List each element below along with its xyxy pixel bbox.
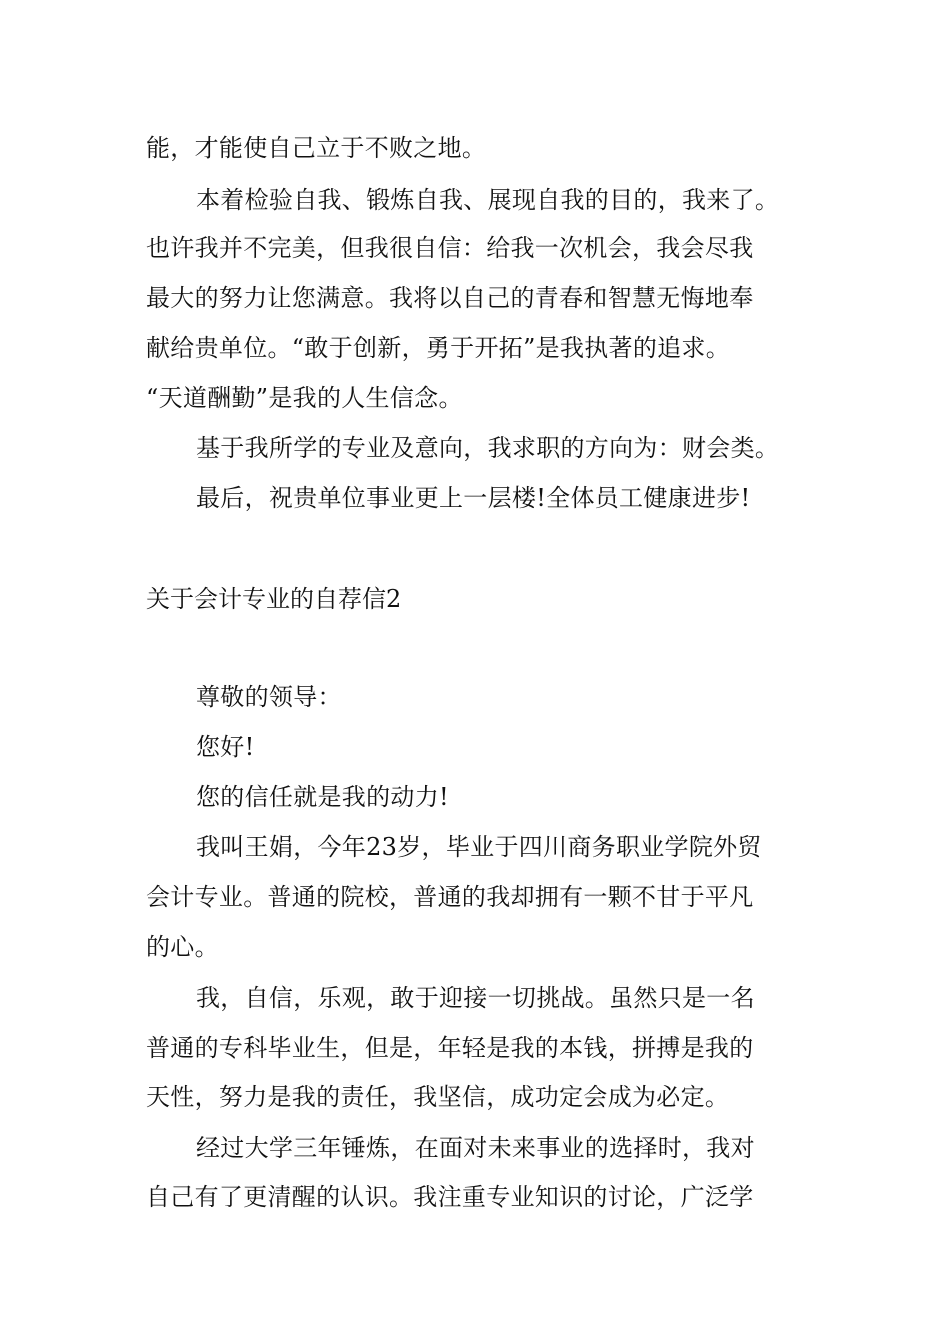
paragraph-line: 自己有了更清醒的认识。我注重专业知识的讨论，广泛学 bbox=[146, 1183, 754, 1211]
paragraph-line: 基于我所学的专业及意向，我求职的方向为：财会类。 bbox=[196, 434, 780, 462]
paragraph-line: 普通的专科毕业生，但是，年轻是我的本钱，拼搏是我的 bbox=[146, 1034, 754, 1062]
section-title: 关于会计专业的自荐信2 bbox=[146, 585, 402, 613]
paragraph-line: 经过大学三年锤炼，在面对未来事业的选择时，我对 bbox=[196, 1134, 755, 1162]
paragraph-line: 天性，努力是我的责任，我坚信，成功定会成为必定。 bbox=[146, 1083, 730, 1111]
paragraph-line: 最大的努力让您满意。我将以自己的青春和智慧无悔地奉 bbox=[146, 284, 754, 312]
paragraph-line: 献给贵单位。“敢于创新，勇于开拓”是我执著的追求。 bbox=[146, 334, 731, 362]
paragraph-line: 我叫王娟，今年23岁，毕业于四川商务职业学院外贸 bbox=[196, 833, 762, 861]
paragraph-line: 能，才能使自己立于不败之地。 bbox=[146, 134, 487, 162]
paragraph-line: 尊敬的领导： bbox=[196, 683, 342, 711]
paragraph-line: 您好! bbox=[196, 733, 255, 761]
paragraph-line: 我，自信，乐观，敢于迎接一切挑战。虽然只是一名 bbox=[196, 984, 755, 1012]
paragraph-line: 您的信任就是我的动力! bbox=[196, 783, 449, 811]
paragraph-line: 本着检验自我、锻炼自我、展现自我的目的，我来了。 bbox=[196, 186, 780, 214]
paragraph-line: 也许我并不完美，但我很自信：给我一次机会，我会尽我 bbox=[146, 234, 754, 262]
paragraph-line: 最后，祝贵单位事业更上一层楼!全体员工健康进步! bbox=[196, 484, 751, 512]
paragraph-line: “天道酬勤”是我的人生信念。 bbox=[146, 384, 463, 412]
paragraph-line: 会计专业。普通的院校，普通的我却拥有一颗不甘于平凡 bbox=[146, 883, 754, 911]
paragraph-line: 的心。 bbox=[146, 933, 219, 961]
